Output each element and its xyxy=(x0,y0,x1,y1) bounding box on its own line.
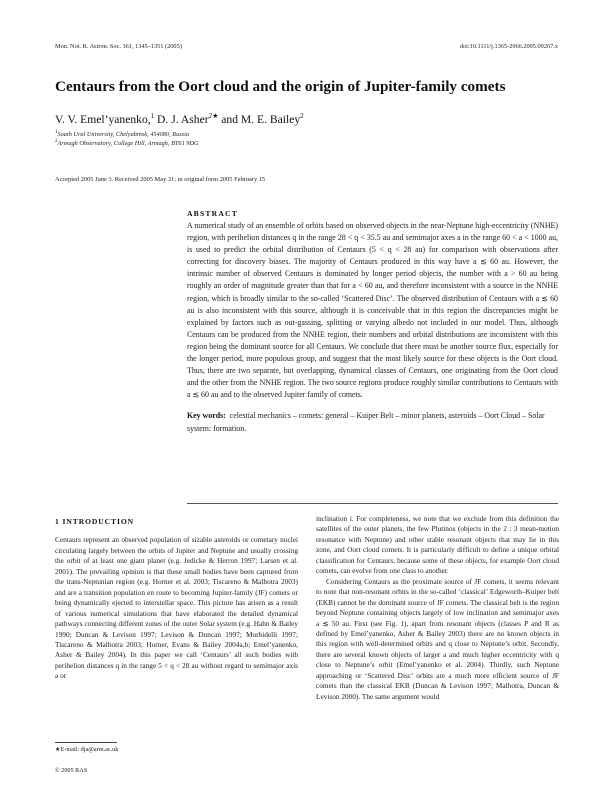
abstract-divider xyxy=(187,503,558,504)
abstract-body: A numerical study of an ensemble of orbits based on observed objects in the near-Neptune high-eccentricity (NNHE) region, with perihelion distances q in the range 28 < q < 35.5 au and semimajor axes a in the range 60 < a < 1000 au, is used to predict the orbital distribution of Centaurs (5 < q < 28 au) for comparison with observations after correcting for discovery biases. The majority of Centaurs produced in this way have a ≲ 60 au. However, the intrinsic number of observed Centaurs is dominated by longer period objects, the number with a > 60 au being roughly an order of magnitude greater than that for a < 60 au, and therefore inconsistent with a source in the NNHE region, which is broadly similar to the so-called ‘Scattered Disc’. The observed distribution of Centaurs with a ≲ 60 au is also inconsistent with this source, although it is conceivable that in this region the discrepancies might be explained by factors such as out-gassing, splitting or varying albedo not included in our model. Thus, although Centaurs can be produced from the NNHE region, their numbers and orbital distributions are inconsistent with this region being the dominant source for all Centaurs. We conclude that there must be another source flux, especially for the longer period, more populous group, and suggest that the most likely source for these objects is the Oort cloud. Thus, there are two separate, but overlapping, dynamical classes of Centaurs, one originating from the Oort cloud and the other from the NNHE region. The two source regions produce roughly similar contributions to Centaurs with a ≲ 60 au and to the observed Jupiter family of comets. xyxy=(187,221,558,400)
section-heading: 1 INTRODUCTION xyxy=(55,517,135,526)
column-left xyxy=(55,514,298,682)
copyright: © 2005 RAS xyxy=(55,767,88,774)
body-paragraph: inclination i. For completeness, we note that we exclude from this definition the satellites of the outer planets, the few Plutinos (objects in the 2 : 3 mean-motion resonance with Neptune) and other stable resonant objects that may lie in this zone, and Oort cloud comets. It is particularly difficult to define a unique orbital classification for Centaurs, because some of these objects, for example Oort cloud comets, can evolve from one class to another. xyxy=(316,514,559,576)
keywords-label: Key words: xyxy=(187,411,226,421)
column-right xyxy=(316,514,559,702)
author-name: and M. E. Bailey xyxy=(218,112,301,126)
author-affil-mark: 2 xyxy=(300,112,304,120)
author-affil-mark: 2★ xyxy=(208,112,219,120)
affiliation-text: Armagh Observatory, College Hill, Armagh, BT61 9DG xyxy=(57,140,199,148)
abstract-heading: ABSTRACT xyxy=(187,209,238,218)
footnote-divider xyxy=(55,742,117,743)
footnote-email: ★E-mail: dja@arm.ac.uk xyxy=(55,746,119,753)
author-name: V. V. Emel’yanenko, xyxy=(55,112,151,126)
keywords xyxy=(187,410,558,434)
author-name: D. J. Asher xyxy=(154,112,209,126)
keywords-list: celestial mechanics – comets: general – Kuiper Belt – minor planets, asteroids – Oort Cloud – Solar system: formation. xyxy=(187,411,545,433)
author-affil-mark: 1 xyxy=(150,112,155,120)
affiliation xyxy=(55,139,199,147)
body-paragraph: Considering Centaurs as the proximate source of JF comets, it seems relevant to note that non-resonant orbits in the so-called ‘classical’ Edgeworth–Kuiper belt (EKB) cannot be the dominant source of JF comets. The classical belt is the region beyond Neptune containing objects largely of low inclination and semimajor axes a ≲ 50 au. First (see Fig. 1), apart from resonant objects (classes P and R as defined by Emel’yanenko, Asher & Bailey 2003) there are no known objects in this region with well-determined orbits and q close to Neptune’s orbit. Secondly, there are several known objects of larger a and much higher eccentricity with q close to Neptune’s orbit (Emel’yanenko et al. 2004). Thirdly, such Neptune approaching or ‘Scattered Disc’ orbits are a much more efficient source of JF comets than the classical EKB (Duncan & Levison 1997; Malhotra, Duncan & Levison 2000). The same argument would xyxy=(316,576,559,701)
body-paragraph: Centaurs represent an observed population of sizable asteroids or cometary nuclei circulating largely between the orbits of Jupiter and Neptune and usually crossing the orbit of at least one giant planet (e.g. Jedicke & Herron 1997; Larsen et al. 2001). The prevailing opinion is that these small bodies have been captured from the trans-Neptunian region (e.g. Horner et al. 2003; Tiscareno & Malhotra 2003) and are a transition population en route to becoming Jupiter-family (JF) comets or being dynamically ejected to interstellar space. This picture has arisen as a result of various numerical simulations that have elaborated the detailed dynamical pathways connecting different zones of the outer Solar system (e.g. Hahn & Bailey 1990; Duncan & Levison 1997; Levison & Duncan 1997; Morbidelli 1997; Tiscareno & Malhotra 2003; Horner, Evans & Bailey 2004a,b; Emel’yanenko, Asher & Bailey 2004). In this paper we call ‘Centaurs’ all such bodies with perihelion distances q in the range 5 < q < 28 au without regard to semimajor axis a or xyxy=(55,535,298,681)
abstract xyxy=(187,209,558,435)
affiliation xyxy=(55,130,189,138)
paper-title: Centaurs from the Oort cloud and the origin of Jupiter-family comets xyxy=(55,78,506,95)
journal-reference: Mon. Not. R. Astron. Soc. 361, 1345–1351 (2005) xyxy=(55,43,182,50)
affiliation-mark: 2 xyxy=(55,139,58,144)
received-accepted-dates: Accepted 2005 June 3. Received 2005 May 31; in original form 2005 February 15 xyxy=(55,176,266,183)
doi[interactable]: doi:10.1111/j.1365-2966.2005.09267.x xyxy=(459,43,558,50)
affiliation-mark: 1 xyxy=(55,130,58,135)
affiliation-text: South Ural University, Chelyabinsk, 454080, Russia xyxy=(57,131,190,139)
author-list xyxy=(55,112,304,126)
